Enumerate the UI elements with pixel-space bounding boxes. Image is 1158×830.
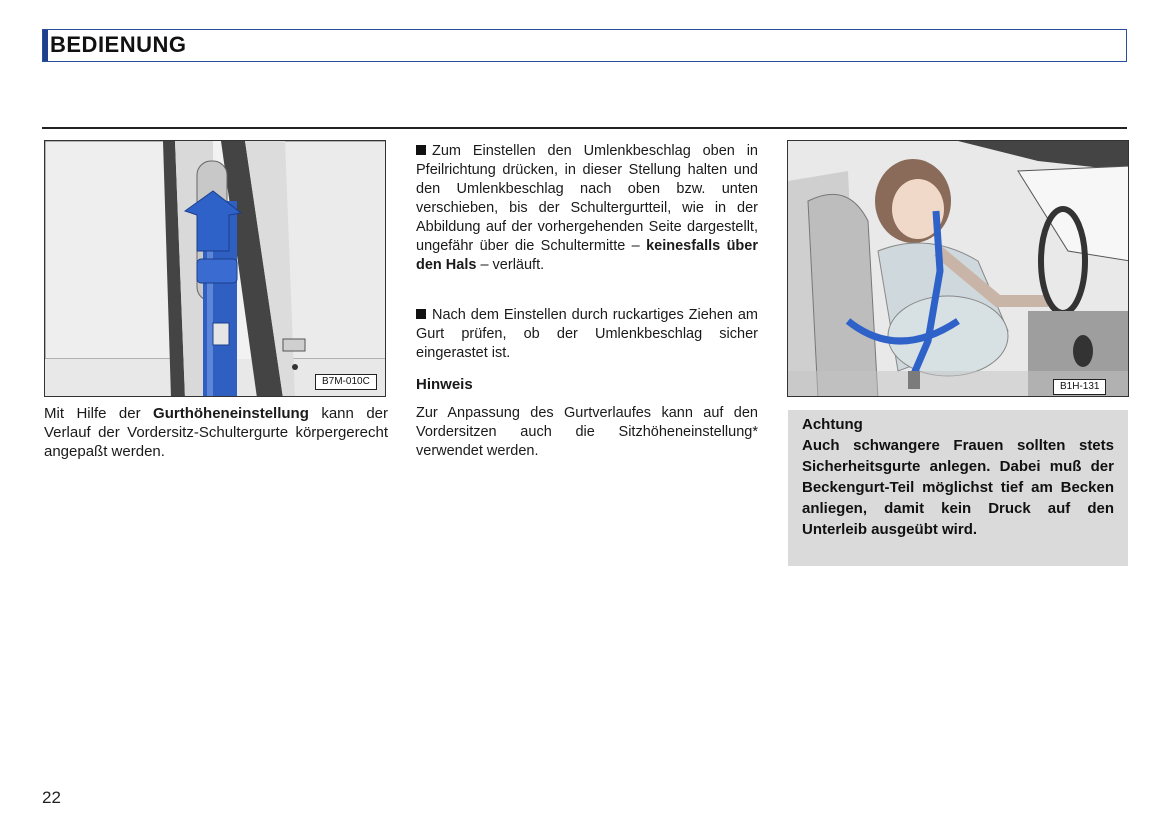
warning-text: Auch schwangere Frauen sollten stets Sicherheitsgurte anlegen. Dabei muß der Beckengurt-Teil möglichst tief am Becken anliegen, damit kein Druck auf den Unterleib ausgeübt wird. — [802, 437, 1114, 538]
bullet-square-icon — [416, 309, 426, 319]
instruction-paragraph-2: Nach dem Einstellen durch ruckartiges Ziehen am Gurt prüfen, ob der Umlenkbeschlag sicher eingerastet ist. — [416, 307, 758, 361]
driver-seatbelt-illustration — [788, 141, 1129, 397]
note-text: Zur Anpassung des Gurtverlaufes kann auf den Vordersitzen auch die Sitzhöheneinstellung* verwendet werden. — [416, 405, 758, 459]
warning-box — [788, 410, 1128, 566]
section-title: BEDIENUNG — [50, 32, 187, 57]
caption-pre: Mit Hilfe der — [44, 405, 154, 422]
pregnant-driver-figure — [787, 140, 1129, 397]
belt-adjuster-illustration — [45, 141, 386, 397]
caption-bold-term: Gurthöheneinstellung — [153, 405, 309, 422]
warning-title: Achtung — [802, 416, 863, 433]
figure-label: B7M-010C — [315, 374, 377, 390]
caption-post: kann der Verlauf der Vordersitz-Schultergurte körpergerecht angepaßt werden. — [44, 405, 389, 460]
horizontal-rule — [42, 127, 1127, 129]
figure-label: B1H-131 — [1053, 379, 1106, 395]
bullet-square-icon — [416, 145, 426, 155]
note-heading: Hinweis — [416, 376, 473, 393]
belt-height-adjuster-figure — [44, 140, 386, 397]
section-header-box — [42, 29, 1127, 62]
caption-text — [44, 404, 388, 461]
header-accent-bar — [43, 30, 48, 61]
page-number: 22 — [42, 788, 61, 807]
instruction-paragraph-1: Zum Einstellen den Umlenkbeschlag oben in Pfeilrichtung drücken, in dieser Stellung halten und den Umlenkbeschlag nach oben bzw. unten verschieben, bis der Schultergurtteil, wie in der Abbildung auf der vorhergehenden Seite dargestellt, ungefähr über die Schultermitte – keinesfalls über den Hals – verläuft. — [416, 143, 758, 273]
